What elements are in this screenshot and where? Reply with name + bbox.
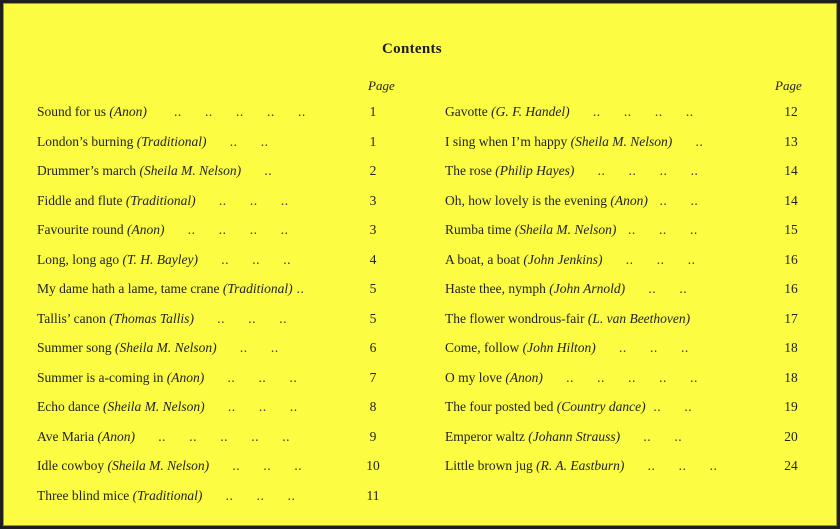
- dot-leader: ..: [292, 281, 305, 296]
- entry-page-number: 14: [784, 163, 798, 178]
- entry-page-number: 14: [784, 192, 798, 208]
- contents-entry: [37, 252, 387, 282]
- contents-entry: [445, 399, 805, 429]
- entry-page-number: 4: [369, 251, 377, 267]
- dot-leader: .. ..: [625, 281, 688, 296]
- contents-entry: [445, 311, 805, 341]
- contents-page: [3, 3, 837, 526]
- entry-title: The rose: [445, 163, 496, 178]
- entry-composer: (Traditional): [125, 192, 196, 208]
- entry-composer: (Traditional): [136, 133, 207, 149]
- dot-leader: .. .. .. .. ..: [146, 104, 306, 119]
- contents-entry: [445, 281, 805, 311]
- entry-page-number: 5: [369, 281, 377, 296]
- entry-composer: (Anon): [127, 222, 165, 237]
- entry-page-number: 11: [366, 487, 380, 503]
- dot-leader: .. .. ..: [202, 487, 296, 503]
- entry-page-number: 2: [369, 163, 377, 178]
- entry-page-number: 1: [369, 104, 377, 119]
- entry-page-number: 12: [784, 104, 798, 119]
- entry-title: Gavotte: [445, 104, 492, 119]
- entry-page-number: 8: [369, 399, 377, 414]
- contents-entry: [37, 222, 387, 252]
- entry-title: Tallis’ canon: [37, 310, 110, 326]
- entry-page-number: 7: [369, 369, 377, 385]
- dot-leader: .. .. .. .. ..: [134, 428, 290, 444]
- entry-composer: (Anon): [505, 369, 543, 385]
- entry-composer: (Sheila M. Nelson): [115, 340, 217, 355]
- entry-page-number: 16: [784, 281, 798, 296]
- dot-leader: .. .. ..: [602, 251, 696, 267]
- entry-page-number: 3: [369, 192, 377, 208]
- entry-composer: (R. A. Eastburn): [536, 458, 625, 473]
- entry-title: Summer song: [37, 340, 116, 355]
- entry-title: O my love: [445, 369, 506, 385]
- entry-title: Summer is a-coming in: [37, 369, 167, 385]
- contents-entry: [445, 193, 805, 223]
- page-column-header-right: Page: [775, 78, 802, 93]
- entry-composer: (T. H. Bayley): [122, 251, 198, 267]
- entry-title: Little brown jug: [445, 458, 537, 473]
- dot-leader: .. .. ..: [197, 251, 291, 267]
- dot-leader: .. .. ..: [193, 310, 287, 326]
- entry-title: Haste thee, nymph: [445, 281, 550, 296]
- entry-page-number: 18: [784, 369, 798, 385]
- entry-composer: (Anon): [97, 428, 135, 444]
- entry-composer: (Sheila M. Nelson): [107, 458, 210, 473]
- contents-entry: [445, 252, 805, 282]
- contents-entry: [37, 134, 387, 164]
- entry-page-number: 18: [784, 340, 798, 355]
- entry-composer: (Anon): [109, 104, 147, 119]
- entry-page-number: 1: [369, 133, 377, 149]
- contents-entry: [445, 370, 805, 400]
- contents-entry: [445, 222, 805, 252]
- contents-list-left: [37, 104, 387, 517]
- entry-title: My dame hath a lame, tame crane: [37, 281, 223, 296]
- entry-title: Come, follow: [445, 340, 523, 355]
- entry-title: I sing when I’m happy: [445, 133, 571, 149]
- contents-entry: [37, 458, 387, 488]
- entry-page-number: 24: [784, 458, 798, 473]
- contents-entry: [37, 163, 387, 193]
- entry-composer: (Thomas Tallis): [109, 310, 194, 326]
- dot-leader: .. .. .. ..: [574, 163, 699, 178]
- contents-entry: [445, 134, 805, 164]
- entry-composer: (John Hilton): [522, 340, 596, 355]
- contents-entry: [37, 370, 387, 400]
- dot-leader: .. .. .. ..: [569, 104, 694, 119]
- dot-leader: .. ..: [216, 340, 279, 355]
- dot-leader: .. .. ..: [204, 399, 298, 414]
- entry-title: Favourite round: [37, 222, 127, 237]
- entry-title: Three blind mice: [37, 487, 133, 503]
- dot-leader: .. .. ..: [209, 458, 303, 473]
- contents-entry: [37, 399, 387, 429]
- contents-entry: [37, 429, 387, 459]
- dot-leader: .. .. ..: [624, 458, 718, 473]
- entry-composer: (L. van Beethoven): [587, 310, 691, 326]
- dot-leader: .. .. .. ..: [164, 222, 289, 237]
- entry-composer: (Sheila M. Nelson): [570, 133, 673, 149]
- contents-entry: [37, 281, 387, 311]
- dot-leader: .. ..: [647, 192, 699, 208]
- entry-title: A boat, a boat: [445, 251, 524, 267]
- entry-composer: (John Jenkins): [523, 251, 603, 267]
- entry-title: Emperor waltz: [445, 428, 529, 444]
- entry-page-number: 15: [784, 222, 798, 237]
- entry-page-number: 5: [369, 310, 377, 326]
- entry-composer: (Country dance): [556, 399, 646, 414]
- dot-leader: .. .. ..: [204, 369, 298, 385]
- entry-page-number: 20: [784, 428, 798, 444]
- entry-title: Oh, how lovely is the evening: [445, 192, 611, 208]
- contents-entry: [37, 311, 387, 341]
- entry-page-number: 17: [784, 310, 798, 326]
- entry-page-number: 3: [369, 222, 377, 237]
- contents-entry: [445, 340, 805, 370]
- entry-page-number: 13: [784, 133, 798, 149]
- entry-title: Drummer’s march: [37, 163, 140, 178]
- dot-leader: ..: [672, 133, 704, 149]
- entry-title: London’s burning: [37, 133, 137, 149]
- dot-leader: .. .. .. .. ..: [542, 369, 698, 385]
- entry-composer: (Traditional): [132, 487, 203, 503]
- page-column-header-left: Page: [368, 78, 395, 93]
- entry-title: Idle cowboy: [37, 458, 108, 473]
- entry-title: The flower wondrous-fair: [445, 310, 588, 326]
- contents-entry: [37, 193, 387, 223]
- entry-composer: (Johann Strauss): [528, 428, 621, 444]
- entry-title: The four posted bed: [445, 399, 557, 414]
- dot-leader: .. .. ..: [595, 340, 689, 355]
- contents-entry: [37, 104, 387, 134]
- entry-page-number: 6: [369, 340, 377, 355]
- entry-title: Sound for us: [37, 104, 110, 119]
- contents-entry: [445, 163, 805, 193]
- contents-list-right: [445, 104, 805, 488]
- entry-page-number: 10: [366, 458, 380, 473]
- contents-entry: [445, 458, 805, 488]
- dot-leader: ..: [241, 163, 273, 178]
- entry-composer: (John Arnold): [549, 281, 626, 296]
- dot-leader: .. ..: [206, 133, 269, 149]
- dot-leader: .. ..: [620, 428, 683, 444]
- entry-composer: (Anon): [166, 369, 205, 385]
- entry-composer: (Sheila M. Nelson): [514, 222, 617, 237]
- contents-entry: [445, 429, 805, 459]
- entry-title: Ave Maria: [37, 428, 98, 444]
- contents-entry: [37, 488, 387, 518]
- contents-entry: [37, 340, 387, 370]
- entry-title: Fiddle and flute: [37, 192, 126, 208]
- entry-title: Rumba time: [445, 222, 515, 237]
- entry-page-number: 9: [369, 428, 377, 444]
- entry-composer: (Sheila M. Nelson): [102, 399, 205, 414]
- entry-title: Long, long ago: [37, 251, 123, 267]
- entry-page-number: 16: [784, 251, 798, 267]
- dot-leader: .. .. ..: [616, 222, 698, 237]
- entry-composer: (Philip Hayes): [495, 163, 575, 178]
- entry-composer: (Sheila M. Nelson): [139, 163, 242, 178]
- dot-leader: .. ..: [645, 399, 693, 414]
- contents-entry: [445, 104, 805, 134]
- dot-leader: .. .. ..: [195, 192, 289, 208]
- entry-composer: (G. F. Handel): [491, 104, 570, 119]
- page-title: Contents: [382, 41, 442, 57]
- entry-page-number: 19: [784, 399, 798, 414]
- entry-composer: (Traditional): [222, 281, 293, 296]
- entry-composer: (Anon): [610, 192, 648, 208]
- entry-title: Echo dance: [37, 399, 103, 414]
